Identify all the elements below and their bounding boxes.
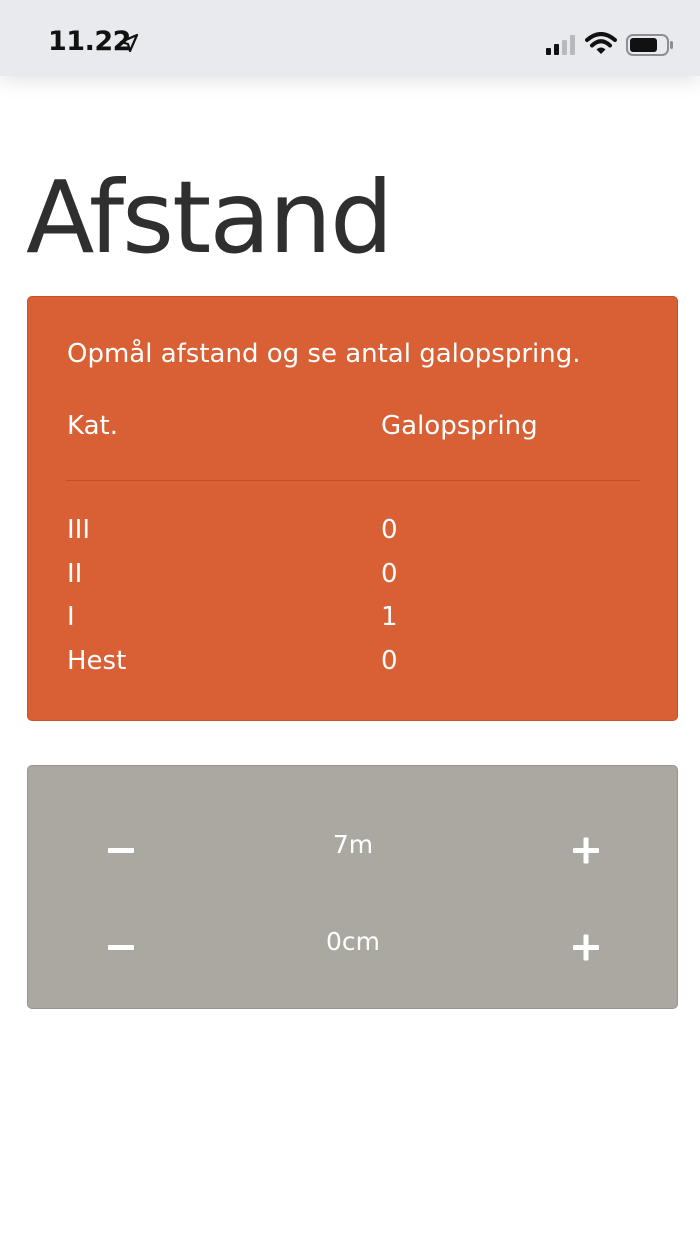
- row-category: Hest: [67, 645, 127, 676]
- cellular-signal-icon: [546, 35, 578, 59]
- minus-icon: [100, 830, 142, 872]
- stride-table: [67, 515, 627, 689]
- row-category: III: [67, 515, 91, 545]
- location-arrow-icon: [119, 33, 139, 57]
- strides-column-header: Galopspring: [381, 411, 538, 441]
- battery-icon: [626, 34, 674, 60]
- table-row: [67, 602, 627, 646]
- centimeters-control: [28, 913, 679, 973]
- plus-icon: [565, 927, 607, 969]
- row-category: II: [67, 558, 83, 589]
- row-strides: 1: [381, 602, 398, 632]
- distance-control-card: [27, 765, 678, 1009]
- decrease-meters-button[interactable]: [100, 830, 142, 872]
- page-title: Afstand: [26, 159, 392, 276]
- table-row: [67, 646, 627, 690]
- plus-icon: [565, 830, 607, 872]
- row-strides: 0: [381, 558, 398, 589]
- status-bar: [0, 0, 700, 76]
- increase-centimeters-button[interactable]: [565, 927, 607, 969]
- row-category: I: [67, 602, 75, 632]
- info-description: Opmål afstand og se antal galopspring.: [67, 339, 581, 369]
- minus-icon: [100, 927, 142, 969]
- table-row: [67, 515, 627, 559]
- centimeters-value: 0cm: [325, 927, 380, 956]
- row-strides: 0: [381, 515, 398, 545]
- category-column-header: Kat.: [67, 411, 118, 441]
- decrease-centimeters-button[interactable]: [100, 927, 142, 969]
- row-strides: 0: [381, 645, 398, 676]
- meters-control: [28, 816, 679, 876]
- meters-value: 7m: [332, 830, 374, 859]
- increase-meters-button[interactable]: [565, 830, 607, 872]
- stride-info-card: [27, 296, 678, 721]
- wifi-icon: [585, 32, 617, 60]
- status-time: 11.22: [48, 26, 131, 57]
- header-divider: [66, 480, 640, 481]
- table-row: [67, 559, 627, 603]
